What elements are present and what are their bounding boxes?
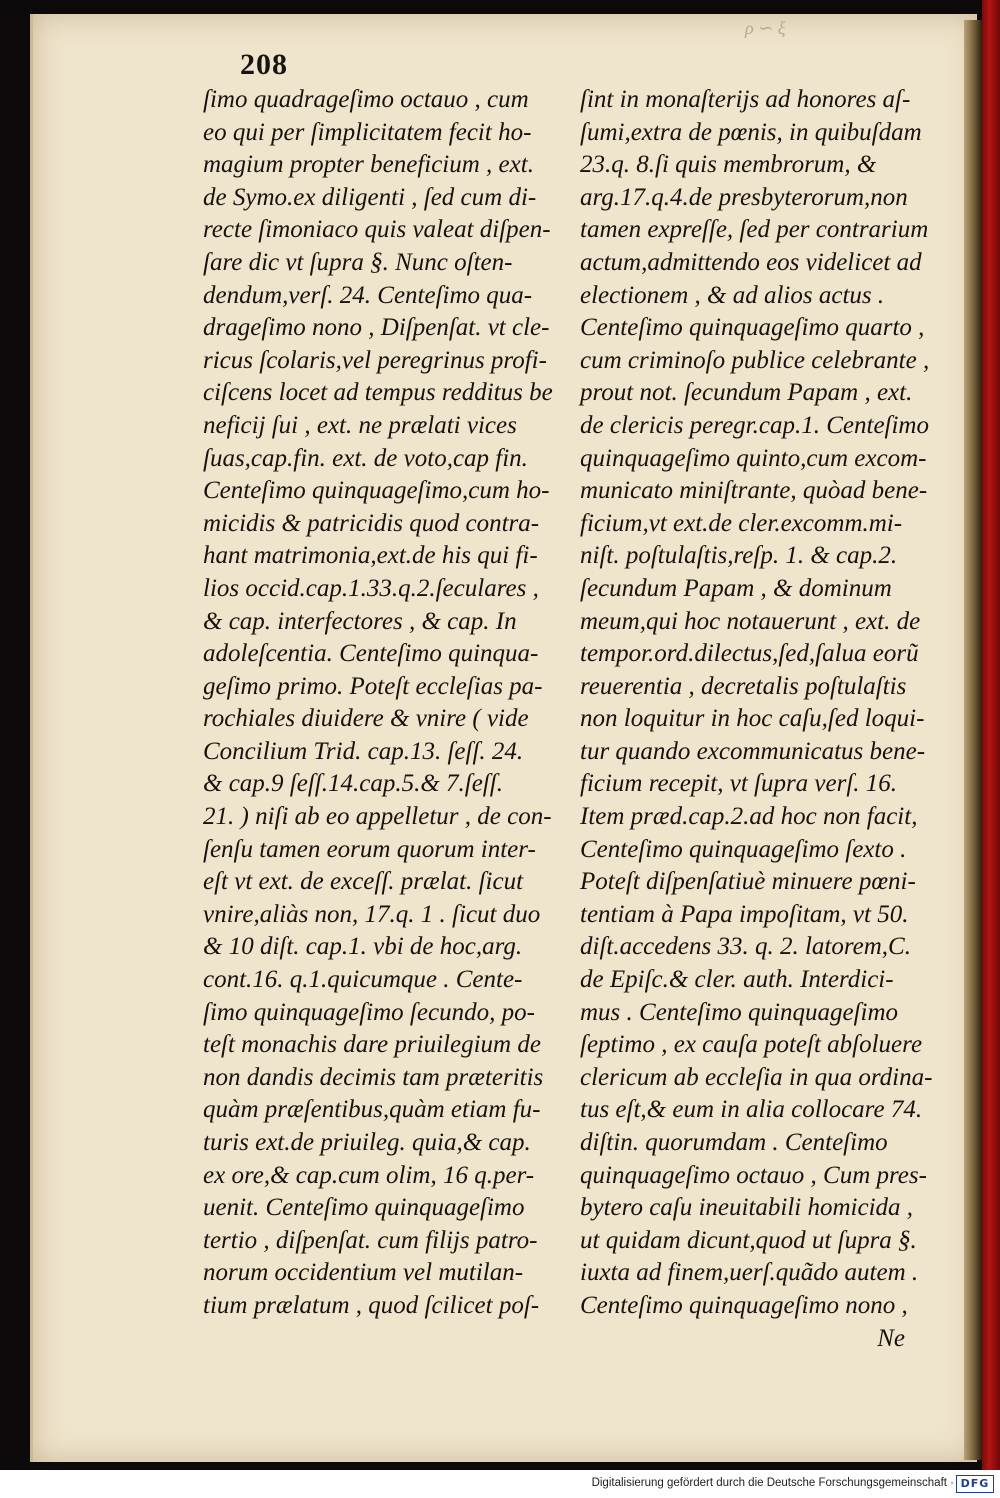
dfg-logo: DFG — [956, 1475, 994, 1493]
text-line: tus eſt,& eum in alia collocare 74. — [580, 1096, 923, 1124]
right-text-column — [580, 84, 960, 1355]
catchword: Ne — [877, 1324, 905, 1352]
left-text-column — [203, 84, 563, 1323]
text-line: non dandis decimis tam præteritis — [203, 1063, 544, 1091]
text-line: mus . Centeſimo quinquageſimo — [580, 998, 899, 1026]
text-line: & cap. interfectores , & cap. In — [203, 607, 517, 635]
text-line: cum criminoſo publice celebrante , — [580, 346, 930, 374]
text-line: rochiales diuidere & vnire ( vide — [203, 705, 529, 733]
text-line: iuxta ad finem,uerſ.quãdo autem . — [580, 1259, 919, 1287]
text-line: eo qui per ſimplicitatem fecit ho- — [203, 118, 532, 146]
text-line: lios occid.cap.1.33.q.2.ſeculares , — [203, 574, 539, 602]
text-line: ſumi,extra de pœnis, in quibuſdam — [580, 118, 922, 146]
text-line: quinquageſimo octauo , Cum pres- — [580, 1161, 927, 1189]
top-mark: ρ ∽ ξ — [745, 18, 786, 38]
text-line: Item præd.cap.2.ad hoc non facit, — [580, 803, 918, 831]
text-line: tertio , diſpenſat. cum filijs patro- — [203, 1226, 538, 1254]
text-line: turis ext.de priuileg. quia,& cap. — [203, 1129, 531, 1156]
text-line: niſt. poſtulaſtis,reſp. 1. & cap.2. — [580, 542, 898, 570]
text-line: ut quidam dicunt,quod ut ſupra §. — [580, 1226, 917, 1254]
text-line: non loquitur in hoc caſu,ſed loqui- — [580, 705, 925, 733]
text-line: ſimo quinquageſimo ſecundo, po- — [203, 998, 535, 1026]
text-line: tur quando excommunicatus bene- — [580, 737, 926, 765]
text-line: municato miniſtrante, quòad bene- — [580, 477, 928, 505]
text-line: vnire,aliàs non, 17.q. 1 . ſicut duo — [203, 900, 541, 928]
text-line: & 10 diſt. cap.1. vbi de hoc,arg. — [203, 933, 523, 961]
text-line: actum,admittendo eos videlicet ad — [580, 248, 922, 276]
text-line: tentiam à Papa impoſitam, vt 50. — [580, 900, 909, 928]
text-line: meum,qui hoc notauerunt , ext. de — [580, 607, 921, 635]
text-line: arg.17.q.4.de presbyterorum,non — [580, 183, 908, 211]
text-line: drageſimo nono , Diſpenſat. vt cle- — [203, 314, 550, 342]
text-line: cont.16. q.1.quicumque . Cente- — [203, 966, 523, 994]
text-line: bytero caſu ineuitabili homicida , — [580, 1194, 914, 1222]
text-line: de Symo.ex diligenti , ſed cum di- — [203, 183, 537, 211]
text-line: adoleſcentia. Centeſimo quinqua- — [203, 640, 539, 668]
text-line: geſimo primo. Poteſt eccleſias pa- — [203, 672, 543, 700]
text-line: ſenſu tamen eorum quorum inter- — [203, 835, 536, 863]
text-line: reuerentia , decretalis poſtulaſtis — [580, 672, 907, 700]
text-line: dendum,verſ. 24. Centeſimo qua- — [203, 281, 533, 309]
text-line: clericum ab eccleſia in qua ordina- — [580, 1063, 933, 1091]
text-line: Centeſimo quinquageſimo quarto , — [580, 314, 925, 342]
text-line: norum occidentium vel mutilan- — [203, 1259, 524, 1287]
text-line: & cap.9 ſeſſ.14.cap.5.& 7.ſeſſ. — [203, 770, 503, 798]
text-line: Centeſimo quinquageſimo,cum ho- — [203, 477, 550, 505]
text-line: quinquageſimo quinto,cum excom- — [580, 444, 927, 472]
text-line: ſeptimo , ex cauſa poteſt abſoluere — [580, 1031, 923, 1059]
footer-bar — [0, 1470, 1000, 1498]
text-line: ſecundum Papam , & dominum — [580, 574, 892, 602]
text-line: hant matrimonia,ext.de his qui fi- — [203, 542, 538, 570]
text-line: tamen expreſſe, ſed per contrarium — [580, 216, 929, 244]
text-line: ſare dic vt ſupra §. Nunc oſten- — [203, 248, 513, 276]
text-line: magium propter beneficium , ext. — [203, 151, 534, 179]
text-line: ciſcens locet ad tempus redditus be — [203, 379, 553, 407]
text-line: ficium recepit, vt ſupra verſ. 16. — [580, 770, 898, 798]
text-line: recte ſimoniaco quis valeat diſpen- — [203, 216, 551, 244]
text-line: tempor.ord.dilectus,ſed,ſalua eorũ — [580, 640, 919, 668]
text-line: Centeſimo quinquageſimo nono , — [580, 1291, 908, 1319]
text-line: 23.q. 8.ſi quis membrorum, & — [580, 151, 877, 179]
text-line: de Epiſc.& cler. auth. Interdici- — [580, 966, 894, 994]
text-line: Centeſimo quinquageſimo ſexto . — [580, 835, 907, 863]
red-ribbon-edge — [982, 0, 1000, 1470]
footer-credit: Digitalisierung gefördert durch die Deutsche Forschungsgemeinschaft · — [591, 1477, 954, 1489]
text-line: micidis & patricidis quod contra- — [203, 509, 540, 537]
text-line: Poteſt diſpenſatiuè minuere pœni- — [580, 868, 916, 896]
text-line: diſt.accedens 33. q. 2. latorem,C. — [580, 933, 911, 961]
text-line: quàm præſentibus,quàm etiam fu- — [203, 1096, 541, 1124]
text-line: electionem , & ad alios actus . — [580, 281, 885, 309]
text-line: teſt monachis dare priuilegium de — [203, 1031, 541, 1059]
text-line: tium prælatum , quod ſcilicet poſ- — [203, 1291, 540, 1319]
text-line: ricus ſcolaris,vel peregrinus profi- — [203, 346, 547, 374]
text-line: ex ore,& cap.cum olim, 16 q.per- — [203, 1161, 535, 1189]
text-line: de clericis peregr.cap.1. Centeſimo — [580, 411, 929, 439]
text-line: eſt vt ext. de exceſſ. prælat. ſicut — [203, 868, 524, 896]
text-line: ficium,vt ext.de cler.excomm.mi- — [580, 509, 903, 537]
text-line: uenit. Centeſimo quinquageſimo — [203, 1194, 525, 1222]
text-line: prout not. ſecundum Papam , ext. — [580, 379, 913, 407]
page-number: 208 — [240, 48, 288, 81]
text-line: Concilium Trid. cap.13. ſeſſ. 24. — [203, 737, 524, 765]
text-line: ſuas,cap.fin. ext. de voto,cap fin. — [203, 444, 528, 472]
text-line: diſtin. quorumdam . Centeſimo — [580, 1129, 888, 1156]
text-line: ſimo quadrageſimo octauo , cum — [203, 86, 529, 113]
text-line: neficij ſui , ext. ne prælati vices — [203, 411, 517, 439]
page-edge — [964, 20, 982, 1460]
text-line: 21. ) niſi ab eo appelletur , de con- — [203, 803, 552, 831]
text-line: ſint in monaſterijs ad honores aſ- — [580, 86, 911, 113]
